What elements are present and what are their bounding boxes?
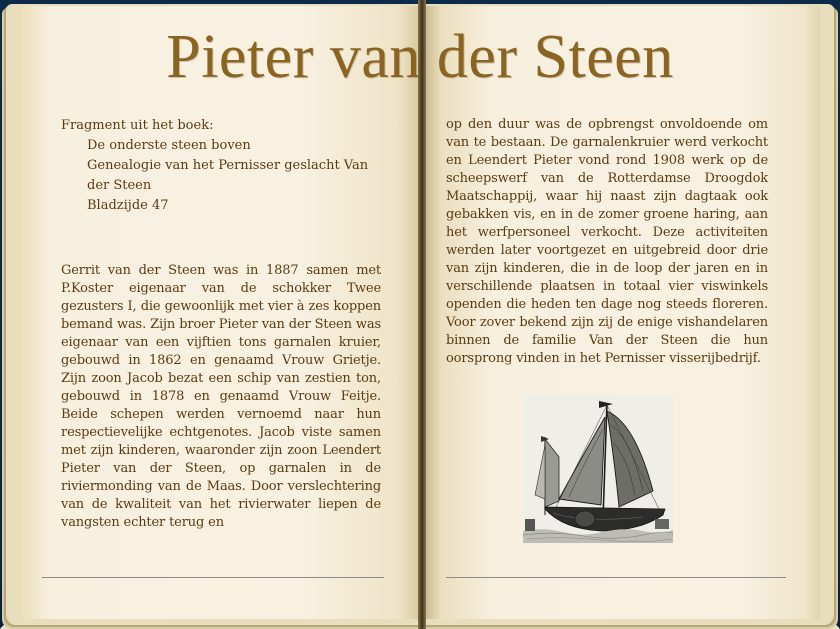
left-page-rule — [42, 577, 384, 578]
book-fragment-reference — [61, 116, 381, 216]
fragment-book-subtitle: Genealogie van het Pernisser geslacht Van der Steen — [87, 158, 369, 193]
right-page-paragraph: op den duur was de opbrengst onvoldoende om van te bestaan. De garnalenkruier werd verkocht en Leendert Pieter vond rond 1908 werk op de scheepswerf van de Rotterdamse Droogdok Maatschappij, waar hij naast zijn dagtaak ook gebakken vis, en in de zomer groene haring, aan het werfpersoneel verkocht. Deze activiteiten werden later voortgezet en uitgebreid door drie van zijn kinderen, die in de loop der jaren en in verschillende plaatsen in totaal vier viswinkels openden die heden ten dage nog steeds floreren. Voor zover bekend zijn zij de enige vishandelaren binnen de familie Van der Steen die hun oorsprong vinden in het Pernisser visserijbedrijf. — [446, 117, 768, 366]
fragment-items — [61, 136, 381, 216]
left-page-paragraph: Gerrit van der Steen was in 1887 samen met P.Koster eigenaar van de schokker Twee gezusters I, die gewoonlijk met vier à zes koppen bemand was. Zijn broer Pieter van der Steen was eigenaar van een vijftien tons garnalen kruier, gebouwd in 1862 en genaamd Vrouw Grietje. Zijn zoon Jacob bezat een schip van zestien ton, gebouwd in 1878 en genaamd Vrouw Feitje. Beide schepen werden vernoemd naar hun respectievelijke echtgenotes. Jacob viste samen met zijn kinderen, waaronder zijn zoon Leendert Pieter van der Steen, op garnalen in de riviermonding van de Maas. Door verslechtering van de kwaliteit van het rivierwater liepen de vangsten echter terug en — [61, 263, 381, 530]
fragment-page-number: Bladzijde 47 — [87, 198, 169, 213]
right-page-rule — [446, 577, 786, 578]
page-title: Pieter van der Steen — [166, 23, 674, 91]
fragment-book-title: De onderste steen boven — [87, 138, 251, 153]
book-spine — [418, 0, 426, 629]
fragment-intro: Fragment uit het boek: — [61, 118, 214, 133]
sailing-ship-illustration — [523, 395, 673, 543]
ship-illustration-icon — [523, 395, 673, 543]
